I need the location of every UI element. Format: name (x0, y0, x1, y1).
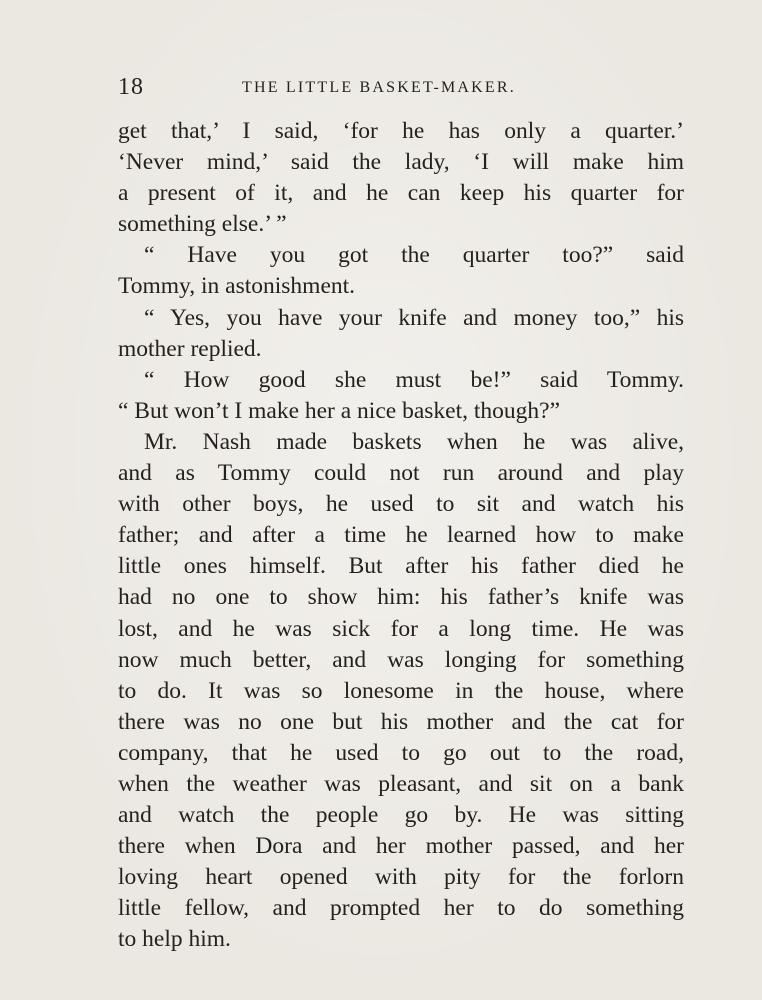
text-line: little fellow, and prompted her to do something (118, 895, 684, 922)
text-line: something else.’ ” (118, 211, 287, 238)
text-line: a present of it, and he can keep his quarter for (118, 180, 684, 207)
text-line: “ Have you got the quarter too?” said (144, 242, 684, 269)
text-line: and as Tommy could not run around and play (118, 460, 684, 487)
text-line: get that,’ I said, ‘for he has only a quarter.’ (118, 118, 684, 144)
text-line: and watch the people go by. He was sitting (118, 802, 684, 829)
text-line: there when Dora and her mother passed, and her (118, 833, 684, 860)
text-line: loving heart opened with pity for the forlorn (118, 864, 684, 891)
running-title: THE LITTLE BASKET-MAKER. (242, 79, 516, 96)
text-line: mother replied. (118, 335, 262, 362)
text-line: company, that he used to go out to the road, (118, 739, 684, 766)
text-line: “ How good she must be!” said Tommy. (144, 366, 684, 393)
page-number: 18 (118, 74, 144, 100)
text-line: there was no one but his mother and the cat for (118, 708, 684, 735)
text-line: Tommy, in astonishment. (118, 273, 356, 300)
text-line: “ But won’t I make her a nice basket, though?” (118, 397, 561, 424)
text-line: now much better, and was longing for something (118, 646, 684, 673)
text-line: “ Yes, you have your knife and money too,” his (144, 304, 684, 331)
text-line: lost, and he was sick for a long time. He was (118, 615, 684, 642)
text-line: Mr. Nash made baskets when he was alive, (144, 428, 684, 455)
text-line: to do. It was so lonesome in the house, where (118, 677, 684, 704)
text-line: with other boys, he used to sit and watch his (118, 491, 684, 518)
running-head (118, 74, 684, 104)
text-line: to help him. (118, 926, 231, 953)
body-text (118, 116, 684, 956)
text-line: father; and after a time he learned how to make (118, 522, 684, 549)
text-line: ‘Never mind,’ said the lady, ‘I will make him (118, 149, 684, 176)
text-line: had no one to show him: his father’s knife was (118, 584, 684, 611)
text-line: little ones himself. But after his father died he (118, 553, 684, 580)
text-line: when the weather was pleasant, and sit on a bank (118, 770, 684, 797)
